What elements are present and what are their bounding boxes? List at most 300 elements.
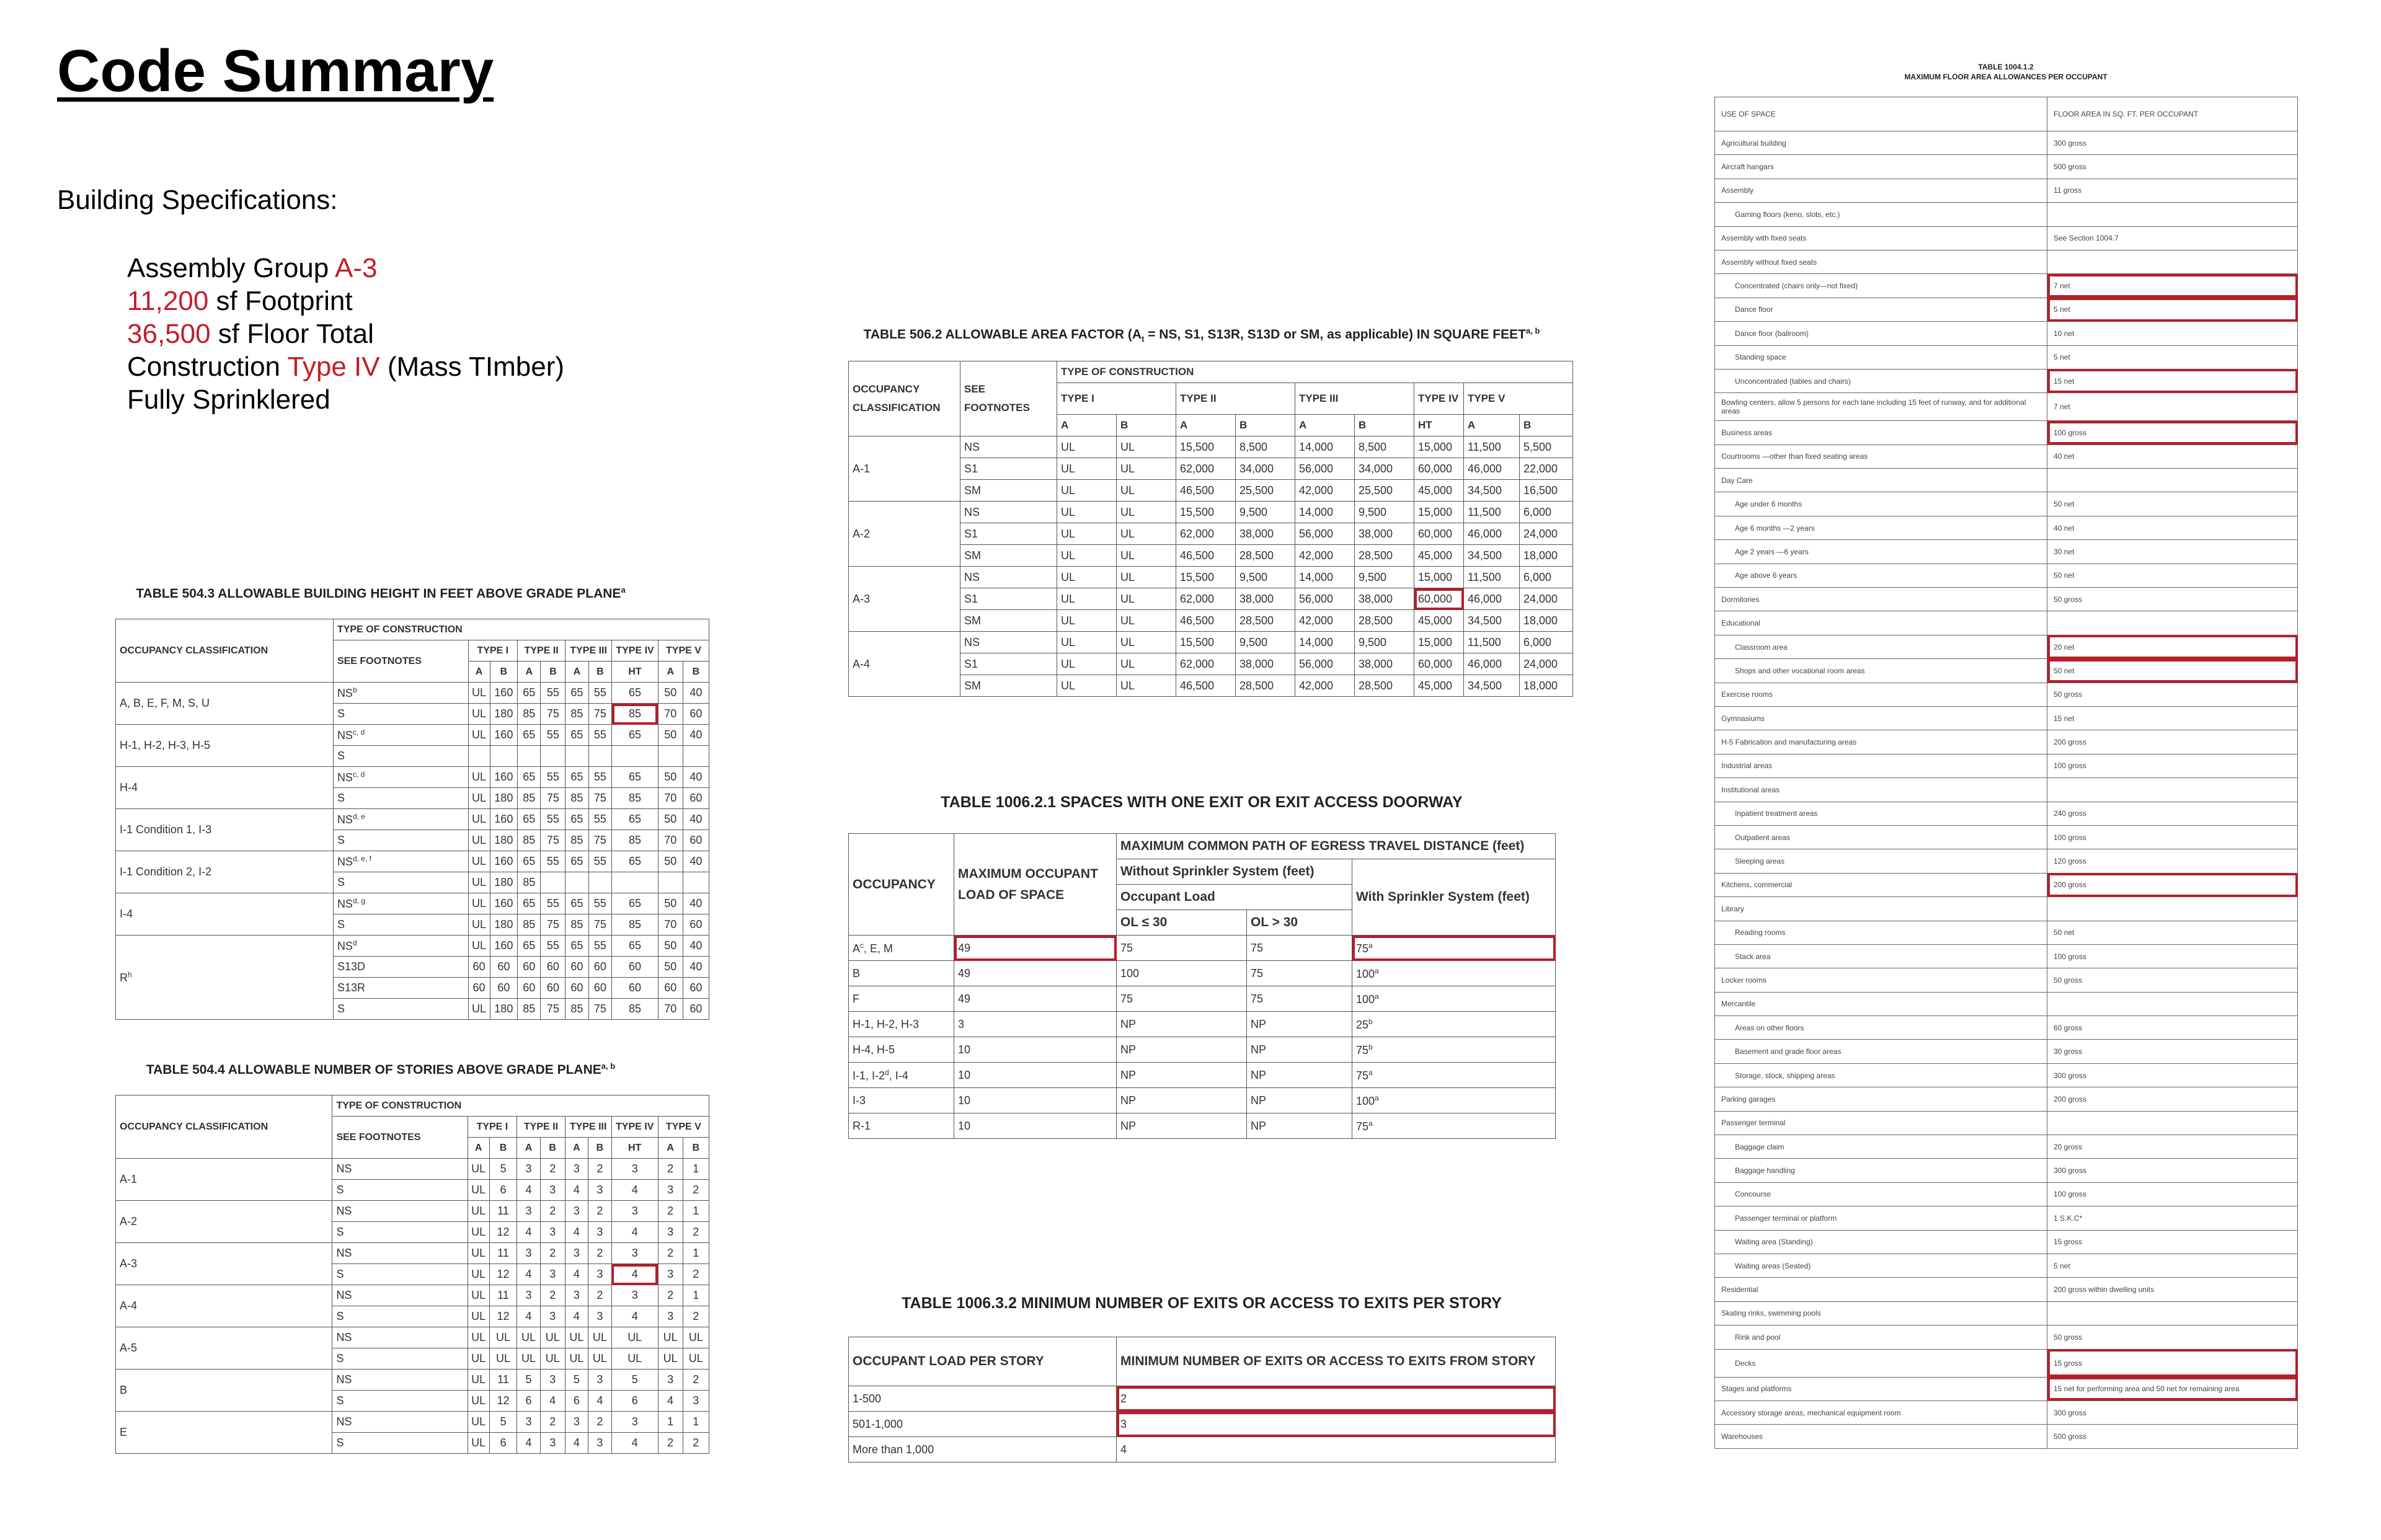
table-cell: NP <box>1117 1063 1247 1088</box>
header-type: TYPE III <box>1295 383 1414 415</box>
footnote-cell: NS <box>332 1159 468 1180</box>
table-cell: UL <box>658 1348 683 1370</box>
table-cell: 3 <box>517 1285 541 1306</box>
table-cell: 6 <box>489 1433 517 1454</box>
table-row <box>1715 706 2298 730</box>
table-cell: 7 net <box>2047 274 2298 298</box>
table-cell: 160 <box>490 767 517 788</box>
footnote-cell: NS <box>332 1412 468 1433</box>
table-cell: Baggage claim <box>1715 1135 2047 1159</box>
table-cell: 300 gross <box>2047 1401 2298 1424</box>
table-cell: 40 <box>683 936 709 957</box>
footnote-cell: S1 <box>960 588 1057 610</box>
table-cell: 50 gross <box>2047 588 2298 611</box>
table-cell: 3 <box>588 1180 612 1201</box>
table-cell: 3 <box>540 1306 565 1327</box>
table-cell: 2 <box>658 1433 683 1454</box>
table-cell: 3 <box>683 1391 709 1412</box>
table-cell: 200 gross <box>2047 730 2298 754</box>
header-type: TYPE I <box>468 640 518 662</box>
occupancy-cell: R-1 <box>849 1113 954 1139</box>
footnote-cell: NS$^{c, d}$ <box>333 767 468 788</box>
table-cell: UL <box>468 872 490 893</box>
table-cell: 75$^b$ <box>1352 1037 1556 1063</box>
table-cell: Unconcentrated (tables and chairs) <box>1715 369 2047 392</box>
table-cell: Gaming floors (keno, slots, etc.) <box>1715 203 2047 226</box>
table-cell: 60 <box>683 830 709 851</box>
table-cell: 60 <box>658 978 683 999</box>
table-row <box>1715 1325 2298 1349</box>
table-cell: 28,500 <box>1236 545 1295 567</box>
table-cell: 2 <box>588 1243 612 1264</box>
table-cell: 100 gross <box>2047 825 2298 849</box>
table-row <box>1715 345 2298 369</box>
table-row <box>1715 873 2298 896</box>
table-cell: 2 <box>658 1243 683 1264</box>
table-cell: 50 <box>658 767 683 788</box>
table-cell: 65 <box>612 683 658 704</box>
header-sub: B <box>1520 415 1573 436</box>
table-row <box>1715 564 2298 587</box>
table-cell: 4 <box>611 1222 658 1243</box>
table-cell <box>588 872 611 893</box>
table-row <box>1715 968 2298 992</box>
table-cell: 3 <box>565 1201 588 1222</box>
table-cell: 11 gross <box>2047 179 2298 202</box>
table-cell: 75 <box>541 830 565 851</box>
header-sub: B <box>540 1138 565 1159</box>
table-cell: UL <box>468 936 490 957</box>
table-cell: UL <box>468 999 490 1020</box>
table-row <box>849 436 1573 458</box>
header-floor-area: FLOOR AREA IN SQ. FT. PER OCCUPANT <box>2047 97 2298 131</box>
table-row <box>1715 1377 2298 1401</box>
spec-line: 11,200 sf Footprint <box>127 286 353 316</box>
table-cell: 56,000 <box>1295 588 1355 610</box>
table-cell: UL <box>565 1327 588 1348</box>
table-cell: UL <box>1057 436 1117 458</box>
table-cell: Passenger terminal or platform <box>1715 1206 2047 1230</box>
table-cell: Dance floor <box>1715 298 2047 321</box>
table-cell: 16,500 <box>1520 480 1573 502</box>
table-cell <box>658 872 683 893</box>
table-cell: 15 net <box>2047 706 2298 730</box>
spec-line: 36,500 sf Floor Total <box>127 319 374 349</box>
occupancy-cell: I-4 <box>116 893 334 936</box>
table-cell: 4 <box>517 1433 541 1454</box>
table-cell: 50 <box>658 893 683 914</box>
footnote-cell: NS$^{d, g}$ <box>333 893 468 914</box>
table-cell: UL <box>468 914 490 936</box>
header-see-footnotes: SEE FOOTNOTES <box>332 1117 468 1159</box>
table-cell: 15,500 <box>1176 567 1236 588</box>
table-cell: 2 <box>588 1285 612 1306</box>
table-row <box>1715 274 2298 298</box>
table-cell <box>541 746 565 767</box>
table-cell: 160 <box>490 683 517 704</box>
table-cell: 75 <box>1247 986 1352 1012</box>
table-row <box>849 1412 1556 1437</box>
table-1004-1-2-caption: TABLE 1004.1.2 MAXIMUM FLOOR AREA ALLOWANCES PER OCCUPANT <box>1904 63 2108 81</box>
header-type: TYPE I <box>1057 383 1176 415</box>
table-cell: 5 <box>611 1370 658 1391</box>
table-cell: 65 <box>565 809 588 830</box>
table-cell: 60 <box>612 978 658 999</box>
table-cell: 15 net for performing area and 50 net for remaining area <box>2047 1377 2298 1401</box>
table-row <box>116 893 709 914</box>
table-cell: 60,000 <box>1414 523 1464 545</box>
table-cell: 65 <box>565 893 588 914</box>
table-cell: 6 <box>489 1180 517 1201</box>
table-cell: 1-500 <box>849 1386 1117 1412</box>
table-cell: 60,000 <box>1414 653 1464 675</box>
table-cell: 2 <box>683 1433 709 1454</box>
table-cell: 1 <box>683 1412 709 1433</box>
table-cell: 14,000 <box>1295 502 1355 523</box>
table-cell: 85 <box>565 830 588 851</box>
table-cell: 85 <box>565 914 588 936</box>
table-row <box>1715 921 2298 944</box>
table-cell: 24,000 <box>1520 523 1573 545</box>
table-row <box>1715 1040 2298 1063</box>
table-cell: UL <box>1057 675 1117 697</box>
table-cell: UL <box>1117 588 1176 610</box>
occupancy-cell: I-1 Condition 2, I-2 <box>116 851 334 893</box>
table-row <box>1715 492 2298 516</box>
table-cell: 1 S.K.C* <box>2047 1206 2298 1230</box>
table-cell: 200 gross <box>2047 1087 2298 1111</box>
occupancy-cell: $R^h$ <box>116 936 334 1020</box>
table-cell: 9,500 <box>1236 567 1295 588</box>
footnote-cell: S <box>333 830 468 851</box>
table-cell <box>2047 1301 2298 1325</box>
table-cell: Age under 6 months <box>1715 492 2047 516</box>
header-sub: B <box>490 662 517 683</box>
table-cell: UL <box>468 1264 489 1285</box>
table-cell: 3 <box>540 1433 565 1454</box>
table-cell: 65 <box>612 809 658 830</box>
table-cell: Standing space <box>1715 345 2047 369</box>
table-row <box>1715 1182 2298 1206</box>
table-cell: 18,000 <box>1520 610 1573 632</box>
header-sub: HT <box>612 662 658 683</box>
table-cell: 100 gross <box>2047 754 2298 777</box>
occupancy-cell: H-4 <box>116 767 334 809</box>
table-cell: 40 <box>683 893 709 914</box>
table-cell: 4 <box>517 1306 541 1327</box>
table-cell: 65 <box>565 936 588 957</box>
table-row <box>849 1088 1556 1113</box>
table-cell: UL <box>1057 653 1117 675</box>
table-cell: 55 <box>588 683 611 704</box>
table-row <box>1715 635 2298 658</box>
table-cell: 46,500 <box>1176 480 1236 502</box>
table-cell: Age 6 months —2 years <box>1715 516 2047 539</box>
table-cell: 4 <box>517 1222 541 1243</box>
footnote-cell: $NS^b$ <box>333 683 468 704</box>
table-cell: Storage, stock, shipping areas <box>1715 1063 2047 1087</box>
table-row <box>1715 1349 2298 1377</box>
table-cell: 75 <box>541 999 565 1020</box>
footnote-cell: S <box>332 1222 468 1243</box>
footnote-cell: NS <box>332 1285 468 1306</box>
table-cell: 34,500 <box>1464 480 1520 502</box>
table-cell: Kitchens, commercial <box>1715 873 2047 896</box>
table-row <box>116 1412 709 1433</box>
table-cell: 60 <box>683 704 709 725</box>
table-cell: NP <box>1247 1037 1352 1063</box>
table-cell: 34,000 <box>1355 458 1414 480</box>
header-sub: A <box>1464 415 1520 436</box>
table-cell: UL <box>1117 436 1176 458</box>
table-row <box>1715 611 2298 635</box>
table-cell: 2 <box>588 1159 612 1180</box>
table-cell: 180 <box>490 999 517 1020</box>
table-cell: 65 <box>518 893 541 914</box>
table-cell: 9,500 <box>1236 502 1295 523</box>
table-504-4-caption: TABLE 504.4 ALLOWABLE NUMBER OF STORIES ABOVE GRADE PLANE$^{a, b}$ <box>146 1061 616 1077</box>
table-cell: 49 <box>954 961 1117 986</box>
table-cell: 3 <box>565 1285 588 1306</box>
table-1006-2-1 <box>848 833 1556 1139</box>
table-cell: 1 <box>683 1243 709 1264</box>
table-cell: 100$^a$ <box>1352 1088 1556 1113</box>
table-cell: Warehouses <box>1715 1425 2047 1448</box>
table-cell: 75 <box>588 999 611 1020</box>
table-cell: 28,500 <box>1355 545 1414 567</box>
table-cell: UL <box>468 1412 489 1433</box>
table-cell: 2 <box>683 1180 709 1201</box>
table-cell: Waiting areas (Seated) <box>1715 1254 2047 1277</box>
table-cell: 55 <box>541 893 565 914</box>
table-row <box>1715 588 2298 611</box>
table-506-2 <box>848 361 1573 697</box>
table-row <box>116 851 709 872</box>
table-row <box>1715 369 2298 392</box>
table-cell: 65 <box>612 851 658 872</box>
header-sub: B <box>588 662 611 683</box>
table-1006-2-1-caption: TABLE 1006.2.1 SPACES WITH ONE EXIT OR EXIT ACCESS DOORWAY <box>941 794 1463 811</box>
table-cell: 45,000 <box>1414 675 1464 697</box>
table-cell: Assembly without fixed seats <box>1715 250 2047 273</box>
table-cell: Skating rinks, swimming pools <box>1715 1301 2047 1325</box>
header-sub: B <box>541 662 565 683</box>
table-cell: UL <box>1117 567 1176 588</box>
header-type: TYPE V <box>658 640 709 662</box>
footnote-cell: NS <box>960 502 1057 523</box>
table-cell: Mercantile <box>1715 992 2047 1016</box>
table-cell: 62,000 <box>1176 458 1236 480</box>
header-without-sprinkler: Without Sprinkler System (feet) <box>1117 859 1352 885</box>
table-cell: 3 <box>565 1412 588 1433</box>
table-cell: 55 <box>541 767 565 788</box>
table-cell: 34,500 <box>1464 545 1520 567</box>
table-cell: 60 <box>683 999 709 1020</box>
table-row <box>116 1201 709 1222</box>
table-cell: 12 <box>489 1306 517 1327</box>
table-row <box>1715 540 2298 564</box>
table-cell: 3 <box>611 1412 658 1433</box>
footnote-cell: S <box>332 1306 468 1327</box>
table-row <box>1715 683 2298 706</box>
table-cell: UL <box>1117 523 1176 545</box>
footnote-cell: NS$^{d, e, f}$ <box>333 851 468 872</box>
table-cell: 30 net <box>2047 540 2298 564</box>
table-cell: 60 <box>683 914 709 936</box>
table-cell: 60 <box>565 957 588 978</box>
table-cell: 4 <box>658 1391 683 1412</box>
table-cell: 4 <box>517 1180 541 1201</box>
table-cell: Dance floor (ballroom) <box>1715 322 2047 345</box>
table-cell: UL <box>468 725 490 746</box>
table-cell: 60 <box>683 788 709 809</box>
table-cell: 4 <box>565 1264 588 1285</box>
table-cell: 4 <box>588 1391 612 1412</box>
table-cell: 180 <box>490 872 517 893</box>
table-cell: Library <box>1715 897 2047 921</box>
occupancy-cell: B <box>116 1370 332 1412</box>
table-cell: 75 <box>588 914 611 936</box>
table-cell: 10 <box>954 1063 1117 1088</box>
table-cell: 6,000 <box>1520 632 1573 653</box>
table-cell: 8,500 <box>1355 436 1414 458</box>
table-cell: Assembly with fixed seats <box>1715 226 2047 250</box>
footnote-cell: S13R <box>333 978 468 999</box>
table-row <box>1715 1301 2298 1325</box>
table-cell <box>565 746 588 767</box>
table-cell <box>612 746 658 767</box>
table-row <box>116 1243 709 1264</box>
table-cell: 50 gross <box>2047 1325 2298 1349</box>
table-cell: 40 net <box>2047 516 2298 539</box>
table-cell: 85 <box>612 704 658 725</box>
table-cell: UL <box>1057 523 1117 545</box>
header-type: TYPE II <box>517 1117 565 1138</box>
header-sub: A <box>658 662 683 683</box>
table-cell: 55 <box>541 809 565 830</box>
table-cell <box>518 746 541 767</box>
table-cell: 11 <box>489 1370 517 1391</box>
table-cell: 65 <box>565 683 588 704</box>
table-cell: UL <box>517 1348 541 1370</box>
table-row <box>116 1327 709 1348</box>
table-cell: 65 <box>518 851 541 872</box>
table-cell: 75 <box>1117 986 1247 1012</box>
table-cell: 60 <box>565 978 588 999</box>
table-cell: Concourse <box>1715 1182 2047 1206</box>
table-cell: 50 <box>658 957 683 978</box>
header-type: TYPE V <box>1464 383 1573 415</box>
table-cell: NP <box>1117 1088 1247 1113</box>
header-type: TYPE IV <box>611 1117 658 1138</box>
table-row <box>849 986 1556 1012</box>
table-cell: Assembly <box>1715 179 2047 202</box>
table-cell: Age 2 years —6 years <box>1715 540 2047 564</box>
table-cell: 3 <box>588 1306 612 1327</box>
table-cell: 85 <box>518 999 541 1020</box>
table-cell: 46,000 <box>1464 458 1520 480</box>
table-cell: UL <box>468 1180 489 1201</box>
table-cell: 22,000 <box>1520 458 1573 480</box>
table-cell: UL <box>468 830 490 851</box>
footnote-cell: S1 <box>960 653 1057 675</box>
table-cell: UL <box>1117 675 1176 697</box>
table-cell: 40 <box>683 767 709 788</box>
header-sub: A <box>517 1138 541 1159</box>
table-cell: 2 <box>540 1243 565 1264</box>
table-row <box>116 936 709 957</box>
table-row <box>1715 131 2298 155</box>
table-cell: 6 <box>517 1391 541 1412</box>
table-cell: Industrial areas <box>1715 754 2047 777</box>
table-cell: 40 net <box>2047 445 2298 468</box>
table-cell: Decks <box>1715 1349 2047 1377</box>
table-cell: 60 <box>490 978 517 999</box>
footnote-cell: NS <box>332 1327 468 1348</box>
table-row <box>849 567 1573 588</box>
table-cell: UL <box>468 1348 489 1370</box>
table-cell: 75 <box>541 788 565 809</box>
header-type: TYPE IV <box>1414 383 1464 415</box>
header-sub: HT <box>1414 415 1464 436</box>
table-cell: UL <box>468 809 490 830</box>
header-type: TYPE II <box>1176 383 1295 415</box>
table-row <box>116 1285 709 1306</box>
table-cell: 3 <box>954 1012 1117 1037</box>
table-row <box>849 1386 1556 1412</box>
table-cell <box>683 746 709 767</box>
table-cell: 2 <box>1117 1386 1556 1412</box>
table-cell <box>2047 1111 2298 1135</box>
table-cell: 120 gross <box>2047 849 2298 873</box>
table-cell: Educational <box>1715 611 2047 635</box>
table-cell: 9,500 <box>1355 632 1414 653</box>
table-cell: 3 <box>611 1285 658 1306</box>
table-cell <box>541 872 565 893</box>
table-row <box>1715 944 2298 968</box>
table-cell: UL <box>1117 545 1176 567</box>
table-cell: NP <box>1117 1012 1247 1037</box>
occupancy-cell: A-4 <box>116 1285 332 1327</box>
table-cell: UL <box>1057 632 1117 653</box>
occupancy-cell: H-1, H-2, H-3, H-5 <box>116 725 334 767</box>
table-cell: 180 <box>490 830 517 851</box>
header-type-of-construction: TYPE OF CONSTRUCTION <box>333 619 709 640</box>
table-cell: 5 net <box>2047 345 2298 369</box>
table-cell: 160 <box>490 851 517 872</box>
table-cell: 2 <box>588 1412 612 1433</box>
table-cell: 60 <box>588 978 611 999</box>
table-cell: Accessory storage areas, mechanical equipment room <box>1715 1401 2047 1424</box>
table-row <box>849 632 1573 653</box>
table-cell: 65 <box>612 725 658 746</box>
table-cell: 15,000 <box>1414 567 1464 588</box>
header-ol-le-30: OL ≤ 30 <box>1117 910 1247 936</box>
table-cell: 55 <box>588 809 611 830</box>
table-cell: 75$^a$ <box>1352 936 1556 961</box>
table-cell: 56,000 <box>1295 458 1355 480</box>
occupancy-cell: B <box>849 961 954 986</box>
table-row <box>1715 516 2298 539</box>
table-cell: 55 <box>541 725 565 746</box>
table-cell: 4 <box>611 1433 658 1454</box>
footnote-cell: S <box>332 1391 468 1412</box>
table-cell: 160 <box>490 936 517 957</box>
table-cell: 180 <box>490 914 517 936</box>
table-cell: 11 <box>489 1243 517 1264</box>
header-occupancy: OCCUPANCY CLASSIFICATION <box>849 361 960 436</box>
table-cell: 60 <box>468 978 490 999</box>
